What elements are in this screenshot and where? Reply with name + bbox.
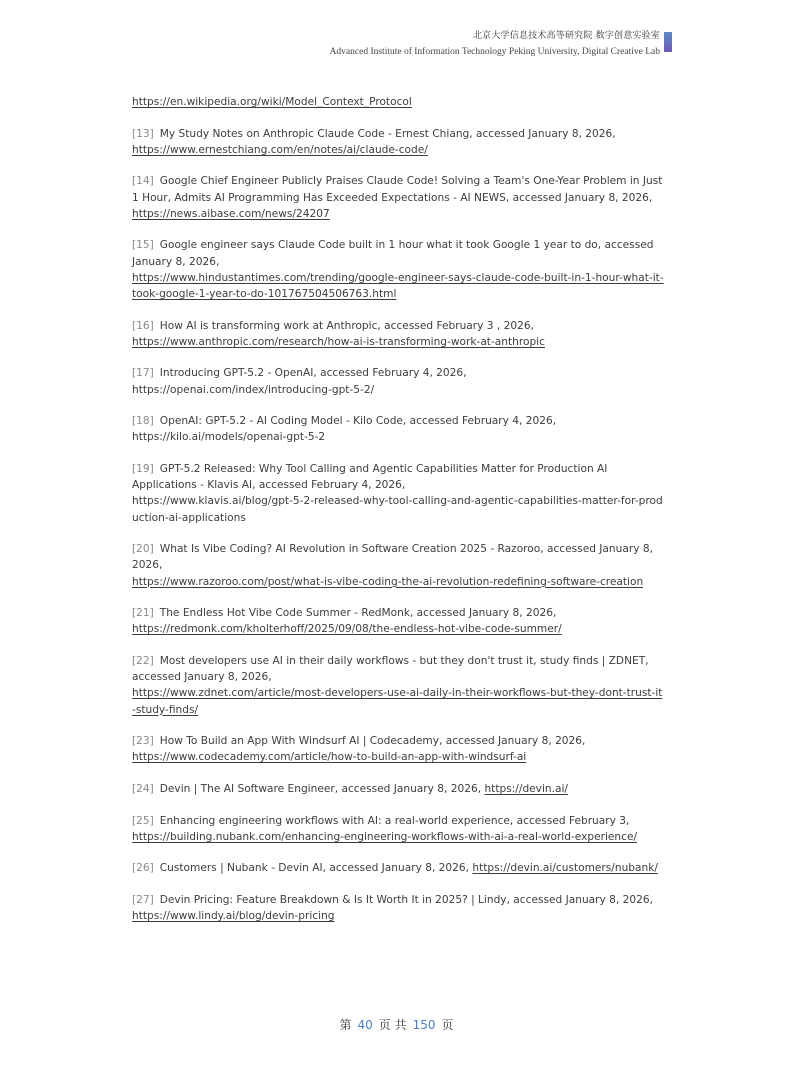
reference-item [132,653,664,718]
reference-number: [15] [132,239,154,252]
reference-item [132,813,664,845]
reference-url: https://www.klavis.ai/blog/gpt-5-2-released-why-tool-calling-and-agentic-capabilities-matter-for-production-ai-applications [132,495,663,524]
reference-item [132,413,664,445]
footer-prefix: 第 [339,1018,352,1032]
reference-link[interactable]: https://www.zdnet.com/article/most-developers-use-ai-daily-in-their-workflows-but-they-dont-trust-it-study-finds/ [132,687,663,716]
reference-item [132,892,664,924]
reference-item [132,541,664,590]
references-list [132,94,664,940]
reference-number: [19] [132,462,154,475]
current-page-number: 40 [357,1018,373,1032]
reference-number: [25] [132,814,154,827]
reference-link[interactable]: https://redmonk.com/kholterhoff/2025/09/08/the-endless-hot-vibe-code-summer/ [132,623,562,636]
reference-text: Enhancing engineering workflows with AI: a real-world experience, accessed February 3, [159,814,630,827]
reference-text: How To Build an App With Windsurf AI | Codecademy, accessed January 8, 2026, [159,735,586,748]
reference-item [132,365,664,397]
reference-number: [26] [132,862,154,875]
reference-number: [21] [132,607,154,620]
reference-item [132,860,664,876]
reference-number: [22] [132,654,154,667]
reference-link[interactable]: https://building.nubank.com/enhancing-engineering-workflows-with-ai-a-real-world-experience/ [132,830,638,843]
reference-text: Devin | The AI Software Engineer, accessed January 8, 2026, [159,782,482,795]
reference-text: Introducing GPT-5.2 - OpenAI, accessed February 4, 2026, [159,367,467,380]
reference-text: What Is Vibe Coding? AI Revolution in Software Creation 2025 - Razoroo, accessed January 8, 2026, [132,543,653,572]
reference-link[interactable]: https://www.anthropic.com/research/how-ai-is-transforming-work-at-anthropic [132,335,545,348]
reference-text: The Endless Hot Vibe Code Summer - RedMonk, accessed January 8, 2026, [159,607,557,620]
page-footer [0,1016,793,1033]
reference-number: [16] [132,319,154,332]
footer-mid: 页 共 [378,1018,407,1032]
reference-text: Most developers use AI in their daily workflows - but they don't trust it, study finds | ZDNET, accessed January 8, 2026, [132,654,649,684]
reference-text: Devin Pricing: Feature Breakdown & Is It Worth It in 2025? | Lindy, accessed January 8, 2026, [159,893,653,906]
reference-number: [14] [132,175,154,188]
reference-item [132,318,664,350]
reference-link[interactable]: https://en.wikipedia.org/wiki/Model_Context_Protocol [132,96,412,108]
reference-number: [17] [132,367,154,380]
reference-number: [23] [132,735,154,748]
reference-link[interactable]: https://www.razoroo.com/post/what-is-vibe-coding-the-ai-revolution-redefining-software-creation [132,575,644,588]
reference-item [132,173,664,222]
reference-text: Google engineer says Claude Code built in 1 hour what it took Google 1 year to do, accessed January 8, 2026, [132,239,654,268]
reference-text: My Study Notes on Anthropic Claude Code - Ernest Chiang, accessed January 8, 2026, [159,127,616,140]
reference-link[interactable]: https://www.hindustantimes.com/trending/google-engineer-says-claude-code-built-in-1-hour-what-it-took-google-1-year-to-do-101767504506763.html [132,271,664,300]
reference-number: [20] [132,543,154,556]
reference-link[interactable]: https://www.codecademy.com/article/how-to-build-an-app-with-windsurf-ai [132,751,527,764]
total-page-number: 150 [412,1018,436,1032]
reference-item [132,237,664,302]
header-english-title: Advanced Institute of Information Technology Peking University, Digital Creative Lab [329,47,660,57]
reference-item [132,126,664,158]
reference-text: Google Chief Engineer Publicly Praises Claude Code! Solving a Team's One-Year Problem in Just 1 Hour, Admits AI Programming Has Exceeded Expectations - AI NEWS, accessed January 8, 2026, [132,175,663,204]
reference-number: [24] [132,782,154,795]
reference-item [132,461,664,526]
reference-number: [27] [132,893,154,906]
reference-url: https://kilo.ai/models/openai-gpt-5-2 [132,431,326,444]
reference-continuation [132,94,664,110]
reference-link[interactable]: https://www.ernestchiang.com/en/notes/ai/claude-code/ [132,143,428,156]
reference-number: [18] [132,415,154,428]
reference-number: [13] [132,127,154,140]
reference-text: OpenAI: GPT-5.2 - AI Coding Model - Kilo Code, accessed February 4, 2026, [159,415,557,428]
reference-url: https://openai.com/index/introducing-gpt-5-2/ [132,383,375,396]
reference-link[interactable]: https://www.lindy.ai/blog/devin-pricing [132,910,335,923]
header-accent-bar [664,32,672,52]
reference-text: How AI is transforming work at Anthropic, accessed February 3 , 2026, [159,319,534,332]
reference-item [132,781,664,797]
reference-text: Customers | Nubank - Devin AI, accessed January 8, 2026, [159,862,470,875]
reference-item [132,733,664,765]
reference-link[interactable]: https://devin.ai/customers/nubank/ [472,862,658,875]
reference-text: GPT-5.2 Released: Why Tool Calling and Agentic Capabilities Matter for Production AI Applications - Klavis AI, accessed February 4, 2026, [132,462,608,492]
footer-suffix: 页 [441,1018,454,1032]
reference-link[interactable]: https://devin.ai/ [484,782,568,795]
page-header [330,30,660,59]
reference-item [132,605,664,637]
reference-link[interactable]: https://news.aibase.com/news/24207 [132,207,330,220]
header-chinese-title: 北京大学信息技术高等研究院 数字创意实验室 [472,31,660,41]
